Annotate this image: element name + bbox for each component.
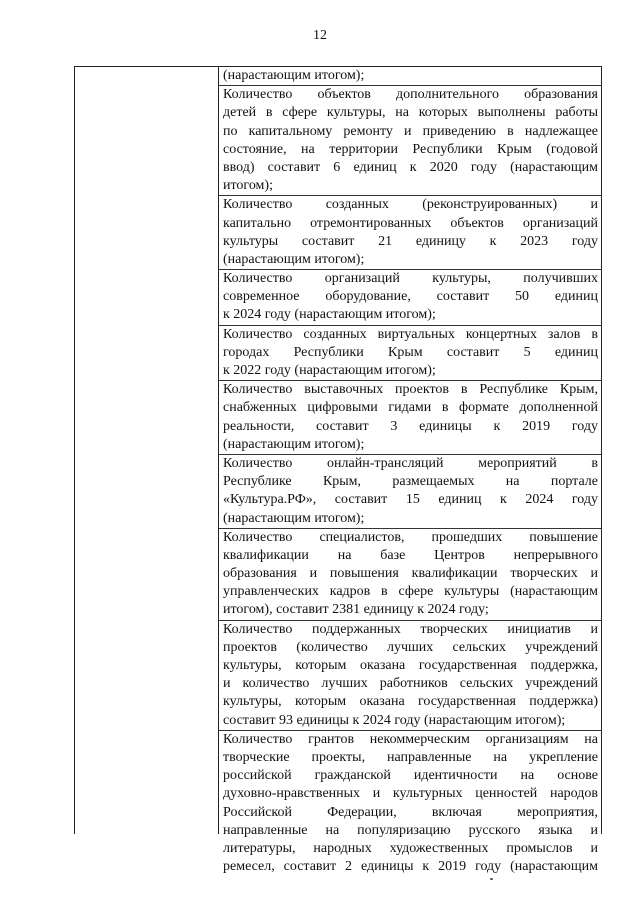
text-line: к 2024 году (нарастающим итогом); [223, 307, 436, 323]
text-line: Количество онлайн-трансляций мероприятий в [223, 455, 598, 471]
text-line: Количество поддержанных творческих инициатив и [223, 621, 598, 637]
text-line: литературы, народных художественных промыслов и [223, 840, 598, 856]
text-line: (нарастающим итогом); [223, 68, 365, 83]
text-line: Количество объектов дополнительного образования [223, 87, 598, 103]
table-right-column [219, 67, 601, 875]
text-line: по капитальному ремонту и приведению в надлежащее [223, 123, 598, 139]
text-line: культуры составит 21 единицу к 2023 году [223, 233, 598, 249]
text-line: капитально отремонтированных объектов организаций [223, 215, 598, 231]
text-line: городах Республики Крым составит 5 единиц [223, 344, 598, 360]
page-number: 12 [313, 28, 327, 43]
text-line: Количество выставочных проектов в Республике Крым, [223, 382, 598, 398]
text-line: составит 93 единицы к 2024 году (нарастающим итогом); [223, 712, 566, 728]
text-line: проектов (количество лучших сельских учреждений [223, 639, 598, 655]
table-item [219, 67, 601, 86]
document-table [74, 66, 602, 875]
scan-speck [490, 878, 493, 880]
table-item [219, 731, 601, 877]
table-item [219, 455, 601, 529]
text-line: ввод) составит 6 единиц к 2020 году (нарастающим [223, 159, 598, 175]
table-item [219, 270, 601, 326]
text-line: квалификации на базе Центров непрерывного [223, 547, 598, 563]
text-line: «Культура.РФ», составит 15 единиц к 2024 году [223, 492, 598, 508]
text-line: современное оборудование, составит 50 единиц [223, 289, 598, 305]
text-line: культуры, которым оказана государственная поддержка) [223, 694, 598, 710]
text-line: и количество лучших работников сельских учреждений [223, 676, 598, 692]
text-line: управленческих кадров в сфере культуры (нарастающим [223, 584, 598, 600]
text-line: (нарастающим итогом); [223, 251, 365, 267]
text-line: Количество созданных виртуальных концертных залов в [223, 326, 598, 342]
text-line: снабженных цифровыми гидами в формате дополненной [223, 400, 598, 416]
text-line: реальности, составит 3 единицы к 2019 году [223, 418, 598, 434]
text-line: Количество грантов некоммерческим организациям на [223, 731, 598, 747]
text-line: ремесел, составит 2 единицы к 2019 году (нарастающим [223, 859, 598, 875]
table-item [219, 621, 601, 731]
text-line: Количество созданных (реконструированных) и [223, 197, 598, 213]
table-item [219, 86, 601, 196]
text-line: направленные на популяризацию русского языка и [223, 822, 598, 838]
table-item [219, 326, 601, 382]
text-line: образования и повышения квалификации творческих и [223, 566, 598, 582]
text-line: итогом), составит 2381 единицу к 2024 году; [223, 602, 489, 618]
text-line: Количество специалистов, прошедших повышение [223, 529, 598, 545]
text-line: (нарастающим итогом); [223, 436, 365, 452]
table-item [219, 381, 601, 455]
text-line: российской гражданской идентичности на основе [223, 768, 598, 784]
text-line: итогом); [223, 178, 273, 194]
text-line: состояние, на территории Республики Крым (годовой [223, 141, 598, 157]
table-item [219, 196, 601, 270]
text-line: Количество организаций культуры, получивших [223, 271, 598, 287]
table-left-column [75, 67, 219, 834]
table-item [219, 529, 601, 621]
text-line: культуры, которым оказана государственная поддержка, [223, 658, 598, 673]
text-line: духовно-нравственных и культурных ценностей народов [223, 786, 598, 802]
text-line: Республике Крым, размещаемых на портале [223, 474, 598, 490]
text-line: детей в сфере культуры, на которых выполнены работы [223, 105, 598, 121]
text-line: к 2022 году (нарастающим итогом); [223, 363, 436, 378]
text-line: Российской Федерации, включая мероприятия, [223, 804, 598, 820]
text-line: творческие проекты, направленные на укрепление [223, 749, 598, 765]
text-line: (нарастающим итогом); [223, 510, 365, 526]
